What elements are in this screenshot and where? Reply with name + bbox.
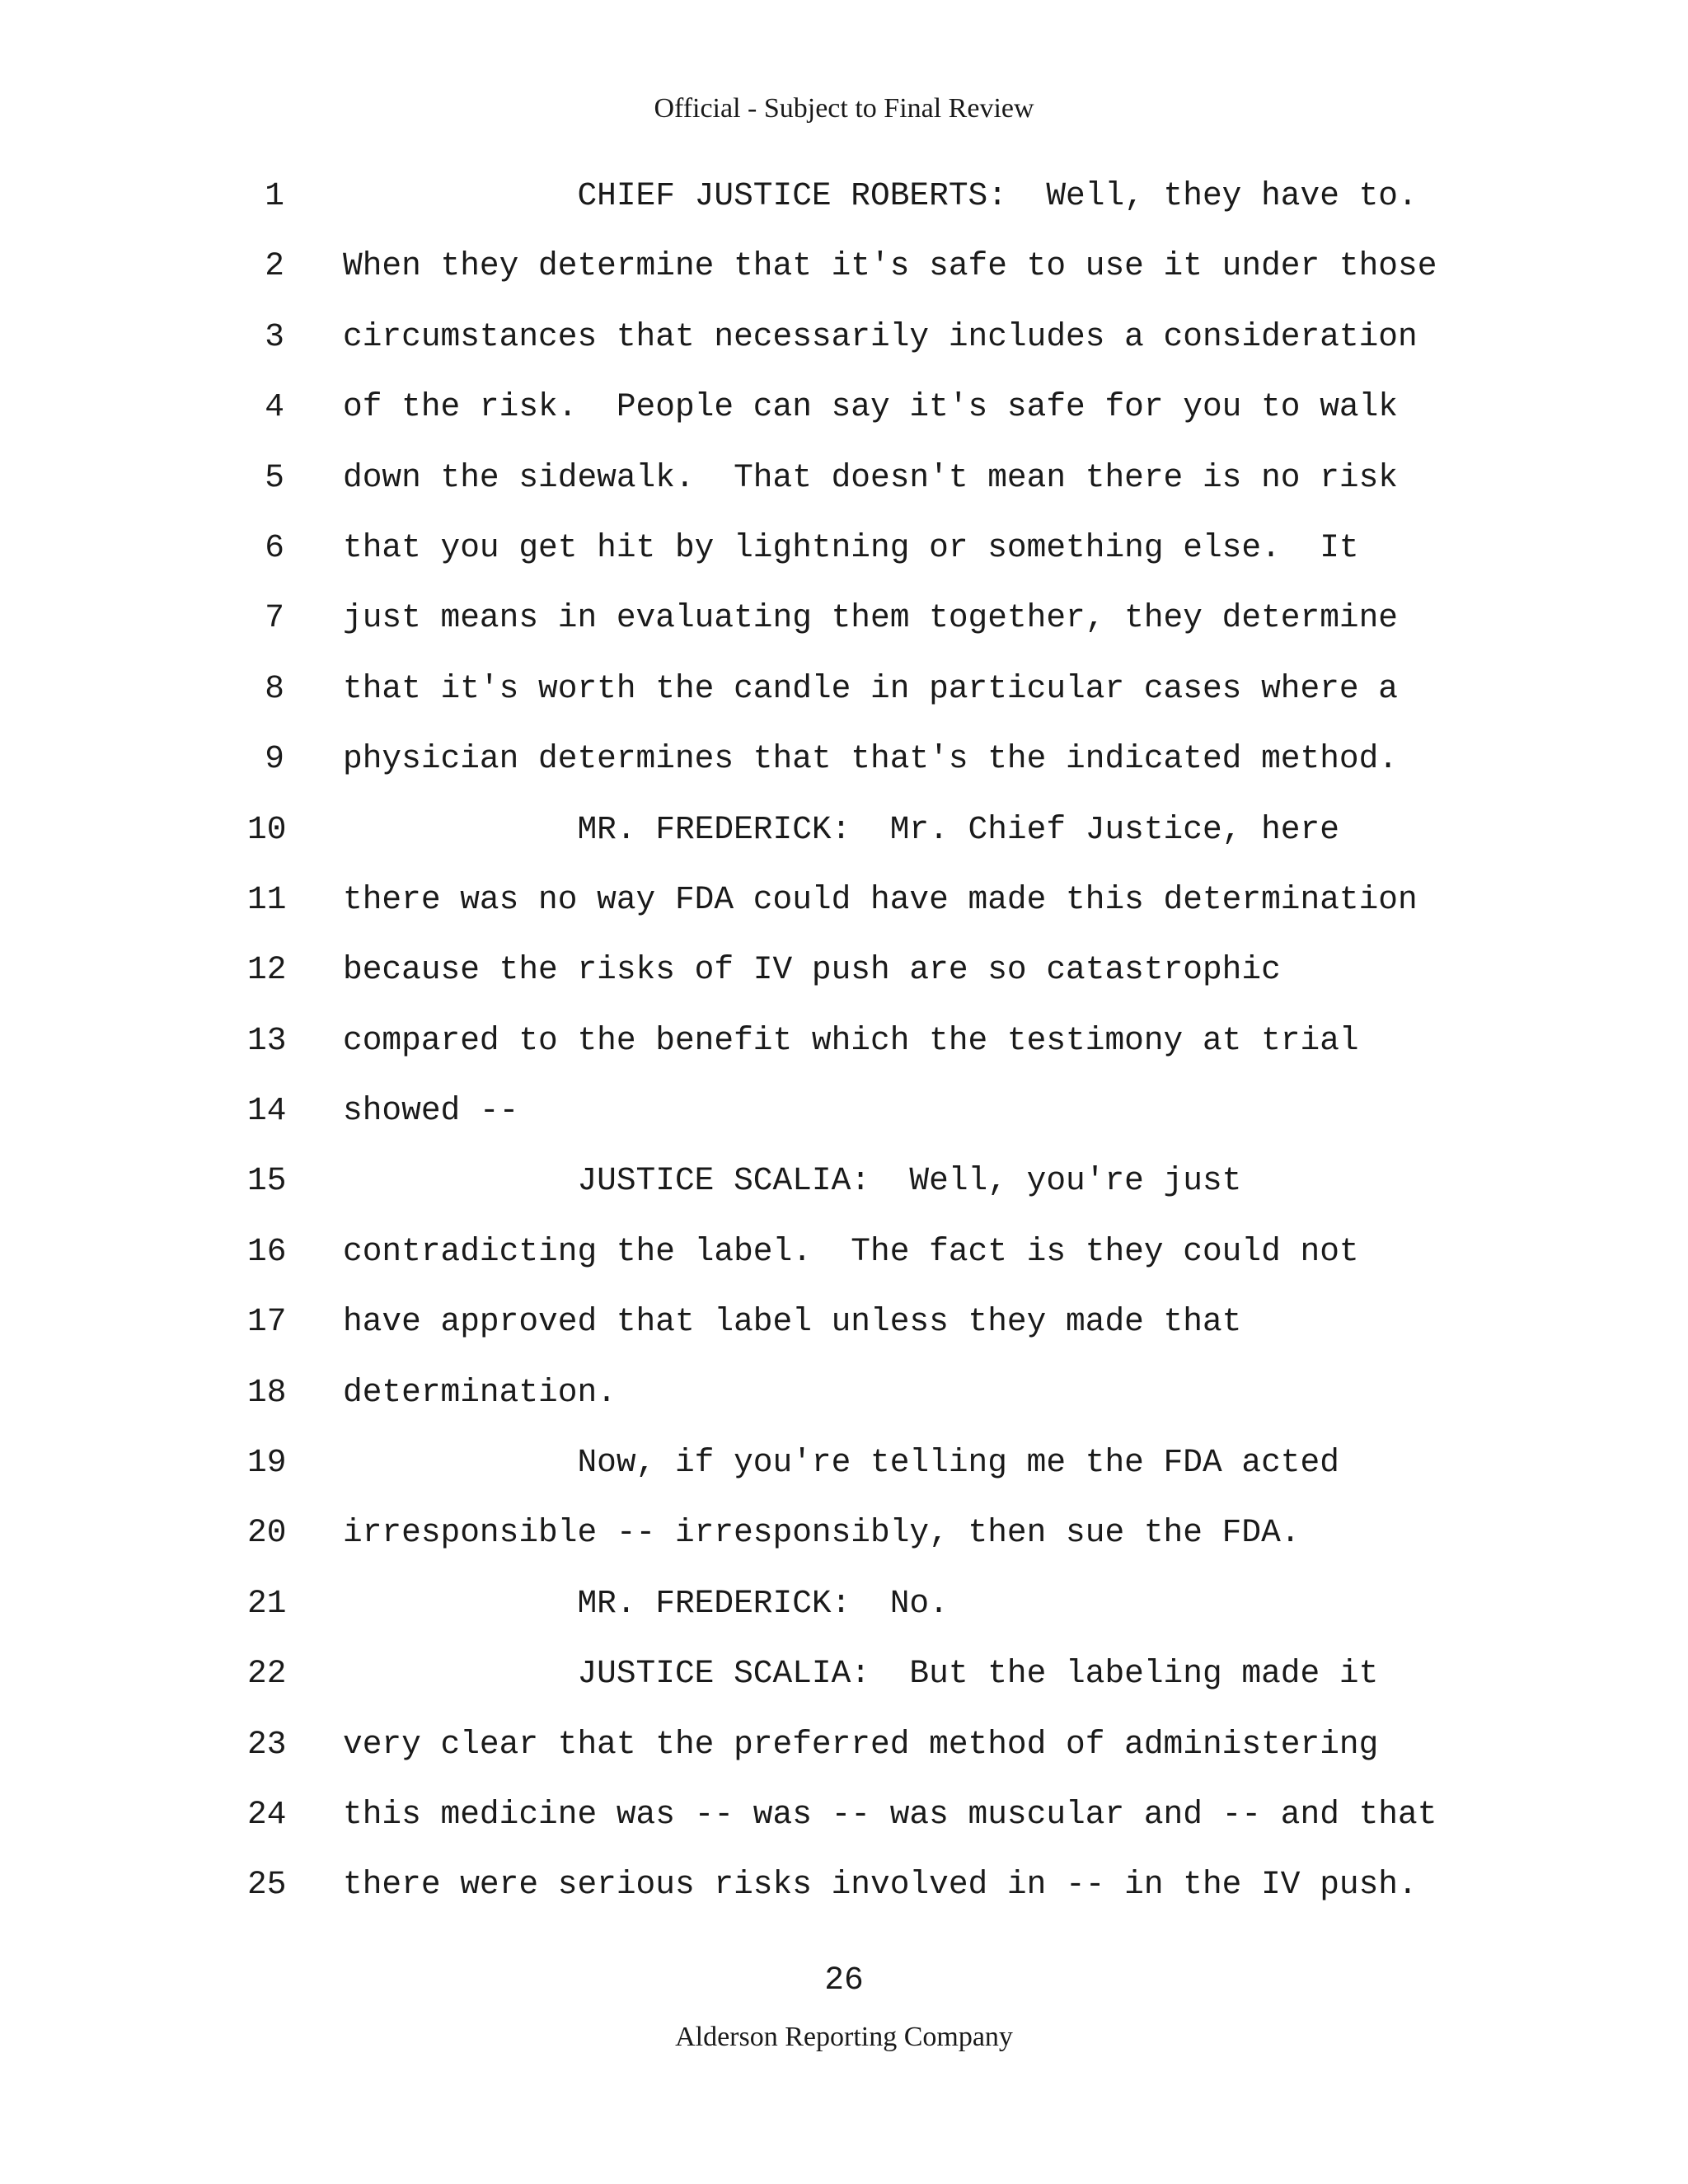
transcript-line — [0, 243, 1688, 313]
transcript-line — [0, 1018, 1688, 1088]
line-number: 18 — [247, 1373, 287, 1411]
line-text: that it's worth the candle in particular cases where a — [343, 669, 1399, 707]
line-number: 14 — [247, 1092, 287, 1130]
line-number: 6 — [265, 528, 284, 566]
transcript-line — [0, 736, 1688, 806]
transcript-line — [0, 1088, 1688, 1158]
transcript-line — [0, 1229, 1688, 1299]
line-number: 19 — [247, 1444, 287, 1482]
line-text: showed -- — [343, 1092, 519, 1130]
line-text: very clear that the preferred method of administering — [343, 1725, 1379, 1763]
line-text: circumstances that necessarily includes a consideration — [343, 317, 1418, 355]
transcript-line — [0, 1581, 1688, 1651]
line-text: irresponsible -- irresponsibly, then sue the FDA. — [343, 1514, 1301, 1552]
line-text: because the risks of IV push are so catastrophic — [343, 951, 1281, 989]
transcript-line — [0, 1862, 1688, 1932]
line-text: this medicine was -- was -- was muscular and -- and that — [343, 1795, 1437, 1833]
transcript-line — [0, 455, 1688, 525]
transcript-line — [0, 1370, 1688, 1440]
line-number: 24 — [247, 1795, 287, 1833]
line-number: 5 — [265, 458, 284, 496]
line-number: 4 — [265, 388, 284, 426]
transcript-line — [0, 173, 1688, 243]
line-text: have approved that label unless they made that — [343, 1303, 1242, 1341]
transcript-line — [0, 1792, 1688, 1862]
line-text: When they determine that it's safe to use it under those — [343, 247, 1437, 285]
transcript-line — [0, 525, 1688, 595]
line-number: 23 — [247, 1725, 287, 1763]
line-number: 11 — [247, 880, 287, 918]
page-number: 26 — [824, 1961, 864, 1999]
line-number: 9 — [265, 740, 284, 778]
line-number: 12 — [247, 951, 287, 989]
page-header: Official - Subject to Final Review — [654, 93, 1034, 124]
line-number: 7 — [265, 599, 284, 637]
transcript-line — [0, 807, 1688, 877]
line-text: Now, if you're telling me the FDA acted — [343, 1444, 1339, 1482]
transcript-line — [0, 877, 1688, 947]
transcript-line — [0, 666, 1688, 736]
line-number: 20 — [247, 1514, 287, 1552]
line-text: down the sidewalk. That doesn't mean there is no risk — [343, 458, 1399, 496]
line-number: 15 — [247, 1162, 287, 1200]
line-text: there were serious risks involved in -- in the IV push. — [343, 1866, 1418, 1904]
line-text: CHIEF JUSTICE ROBERTS: Well, they have to. — [343, 177, 1418, 214]
line-text: JUSTICE SCALIA: Well, you're just — [343, 1162, 1242, 1200]
line-number: 8 — [265, 669, 284, 707]
line-number: 16 — [247, 1232, 287, 1270]
line-number: 17 — [247, 1303, 287, 1341]
transcript-line — [0, 1651, 1688, 1721]
line-text: that you get hit by lightning or something else. It — [343, 528, 1359, 566]
line-text: MR. FREDERICK: No. — [343, 1584, 949, 1622]
line-text: determination. — [343, 1373, 617, 1411]
transcript-line — [0, 947, 1688, 1017]
transcript-lines — [0, 173, 1688, 1933]
line-number: 21 — [247, 1584, 287, 1622]
line-text: contradicting the label. The fact is they could not — [343, 1232, 1359, 1270]
page-footer: Alderson Reporting Company — [675, 2022, 1013, 2052]
transcript-line — [0, 1158, 1688, 1228]
line-text: MR. FREDERICK: Mr. Chief Justice, here — [343, 810, 1339, 848]
line-text: there was no way FDA could have made this determination — [343, 880, 1418, 918]
transcript-line — [0, 384, 1688, 454]
line-text: JUSTICE SCALIA: But the labeling made it — [343, 1655, 1379, 1693]
line-number: 13 — [247, 1021, 287, 1059]
line-number: 3 — [265, 317, 284, 355]
line-number: 22 — [247, 1655, 287, 1693]
line-number: 2 — [265, 247, 284, 285]
line-text: just means in evaluating them together, they determine — [343, 599, 1399, 637]
line-text: physician determines that that's the indicated method. — [343, 740, 1399, 778]
line-number: 1 — [265, 177, 284, 214]
transcript-line — [0, 1299, 1688, 1369]
transcript-line — [0, 1440, 1688, 1510]
line-text: compared to the benefit which the testimony at trial — [343, 1021, 1359, 1059]
transcript-line — [0, 1722, 1688, 1792]
line-number: 10 — [247, 810, 287, 848]
line-number: 25 — [247, 1866, 287, 1904]
line-text: of the risk. People can say it's safe for you to walk — [343, 388, 1399, 426]
transcript-line — [0, 595, 1688, 665]
transcript-line — [0, 1510, 1688, 1580]
transcript-line — [0, 314, 1688, 384]
